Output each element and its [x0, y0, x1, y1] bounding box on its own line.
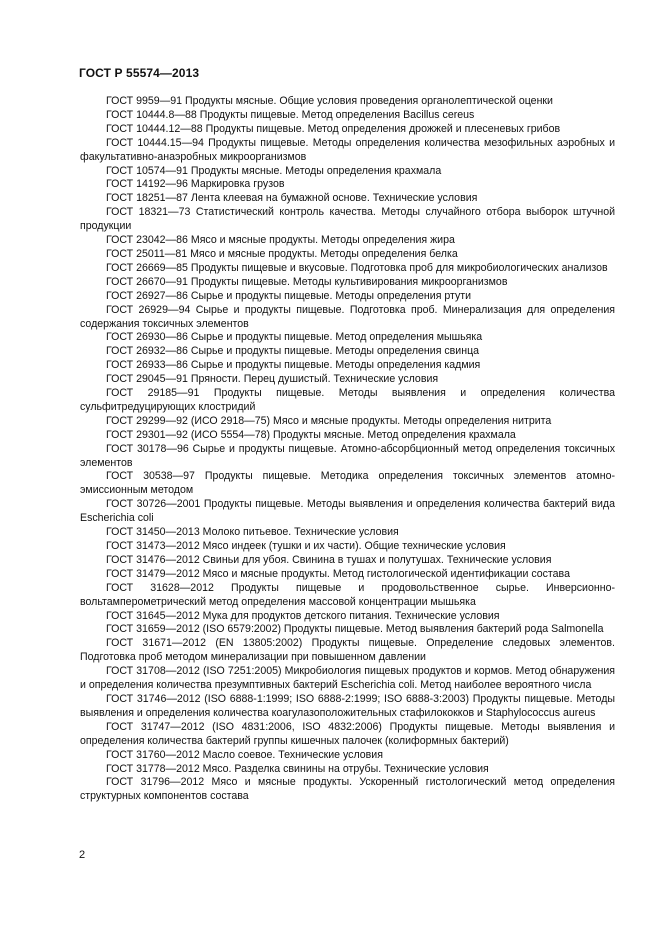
reference-item: ГОСТ 29301—92 (ИСО 5554—78) Продукты мясные. Метод определения крахмала: [106, 428, 516, 441]
reference-item: ГОСТ 31450—2013 Молоко питьевое. Технические условия: [106, 526, 399, 539]
reference-item: ГОСТ 31479—2012 Мясо и мясные продукты. Метод гистологической идентификации состава: [106, 567, 570, 580]
reference-item: ГОСТ 30726—2001 Продукты пищевые. Методы выявления и определения количества бактерий вида Escherichia coli: [80, 498, 615, 525]
reference-item: ГОСТ 18321—73 Статистический контроль качества. Методы случайного отбора выборок штучной продукции: [80, 206, 615, 233]
reference-item: ГОСТ 10574—91 Продукты мясные. Методы определения крахмала: [106, 164, 442, 177]
reference-item: ГОСТ 31708—2012 (ISO 7251:2005) Микробиология пищевых продуктов и кормов. Метод обнаружения и определения количества презумптивных бактерий Escherichia coli. Метод наиболее вероятного числа: [80, 665, 615, 692]
reference-item: ГОСТ 26670—91 Продукты пищевые. Методы культивирования микроорганизмов: [106, 275, 508, 288]
reference-item: ГОСТ 9959—91 Продукты мясные. Общие условия проведения органолептической оценки: [106, 95, 553, 107]
reference-item: ГОСТ 31746—2012 (ISO 6888-1:1999; ISO 6888-2:1999; ISO 6888-3:2003) Продукты пищевые. Методы выявления и определения количества коагулазоположительных стафилококков и Staphylococcus aureus: [80, 692, 615, 719]
page-number: 2: [79, 849, 86, 861]
reference-item: ГОСТ 10444.12—88 Продукты пищевые. Метод определения дрожжей и плесеневых грибов: [106, 122, 561, 135]
reference-item: ГОСТ 31645—2012 Мука для продуктов детского питания. Технические условия: [106, 609, 500, 622]
reference-item: ГОСТ 30538—97 Продукты пищевые. Методика определения токсичных элементов атомно-эмиссионным методом: [80, 470, 615, 497]
reference-item: ГОСТ 26929—94 Сырье и продукты пищевые. Подготовка проб. Минерализация для определения содержания токсичных элементов: [80, 303, 615, 330]
reference-item: ГОСТ 26933—86 Сырье и продукты пищевые. Методы определения кадмия: [106, 359, 481, 372]
reference-item: ГОСТ 29299—92 (ИСО 2918—75) Мясо и мясные продукты. Методы определения нитрита: [106, 414, 552, 427]
reference-item: ГОСТ 29185—91 Продукты пищевые. Методы выявления и определения количества сульфитредуцирующих клостридий: [80, 387, 615, 413]
reference-item: ГОСТ 26932—86 Сырье и продукты пищевые. Методы определения свинца: [106, 345, 480, 358]
reference-item: ГОСТ 31760—2012 Масло соевое. Технические условия: [106, 748, 383, 761]
normative-references-list: [80, 95, 615, 804]
reference-item: ГОСТ 30178—96 Сырье и продукты пищевые. Атомно-абсорбционный метод определения токсичных элементов: [80, 442, 615, 469]
reference-item: ГОСТ 31476—2012 Свиньи для убоя. Свинина в тушах и полутушах. Технические условия: [106, 553, 552, 566]
reference-item: ГОСТ 10444.8—88 Продукты пищевые. Метод определения Bacillus cereus: [106, 108, 475, 121]
reference-item: ГОСТ 31628—2012 Продукты пищевые и продовольственное сырье. Инверсионно-вольтамперометрический метод определения массовой концентрации мышьяка: [80, 581, 615, 608]
reference-item: ГОСТ 31659—2012 (ISO 6579:2002) Продукты пищевые. Метод выявления бактерий рода Salmonella: [106, 623, 604, 636]
reference-item: ГОСТ 26669—85 Продукты пищевые и вкусовые. Подготовка проб для микробиологических анализов: [106, 261, 608, 274]
document-header: ГОСТ Р 55574—2013: [79, 66, 200, 80]
reference-item: ГОСТ 25011—81 Мясо и мясные продукты. Методы определения белка: [106, 247, 458, 260]
reference-item: ГОСТ 29045—91 Пряности. Перец душистый. Технические условия: [106, 373, 439, 386]
reference-item: ГОСТ 31796—2012 Мясо и мясные продукты. Ускоренный гистологический метод определения структурных компонентов состава: [80, 776, 615, 803]
reference-item: ГОСТ 26930—86 Сырье и продукты пищевые. Метод определения мышьяка: [106, 331, 483, 344]
reference-item: ГОСТ 31671—2012 (EN 13805:2002) Продукты пищевые. Определение следовых элементов. Подготовка проб методом минерализации при повышенном давлении: [80, 637, 615, 664]
reference-item: ГОСТ 14192—96 Маркировка грузов: [106, 178, 285, 191]
reference-item: ГОСТ 31778—2012 Мясо. Разделка свинины на отрубы. Технические условия: [106, 762, 489, 775]
reference-item: ГОСТ 18251—87 Лента клеевая на бумажной основе. Технические условия: [106, 192, 478, 205]
reference-item: ГОСТ 31473—2012 Мясо индеек (тушки и их части). Общие технические условия: [106, 540, 506, 552]
reference-item: ГОСТ 23042—86 Мясо и мясные продукты. Методы определения жира: [106, 234, 455, 247]
reference-item: ГОСТ 10444.15—94 Продукты пищевые. Методы определения количества мезофильных аэробных и факультативно-анаэробных микроорганизмов: [80, 136, 615, 163]
reference-item: ГОСТ 26927—86 Сырье и продукты пищевые. Методы определения ртути: [106, 289, 472, 302]
reference-item: ГОСТ 31747—2012 (ISO 4831:2006, ISO 4832:2006) Продукты пищевые. Методы выявления и определения количества бактерий группы кишечных палочек (колиформных бактерий): [80, 720, 615, 747]
